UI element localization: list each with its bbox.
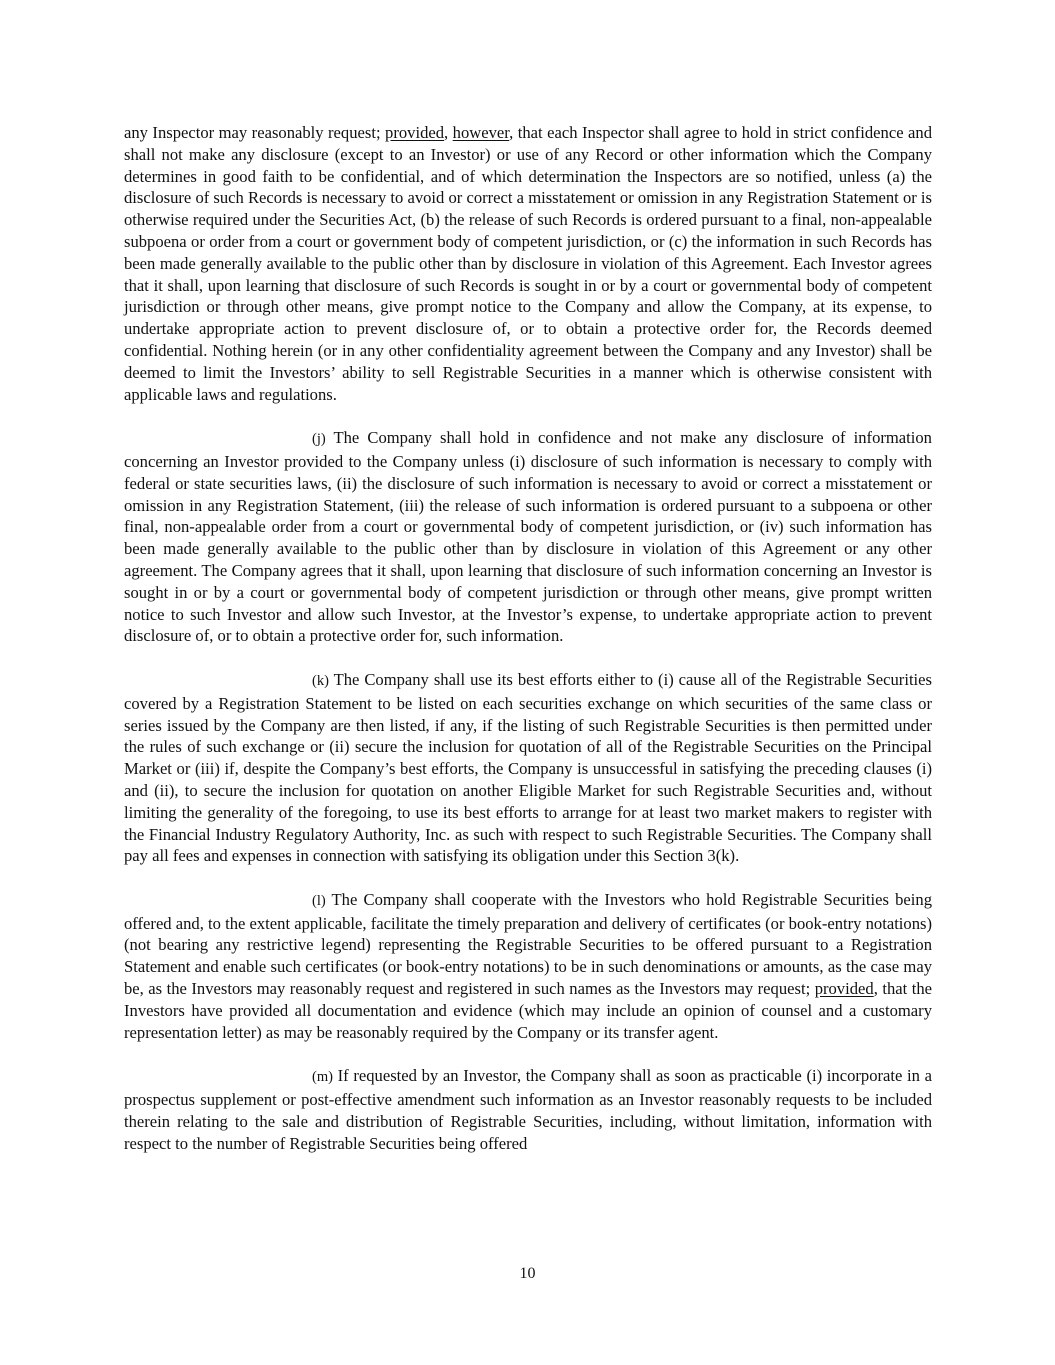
paragraph-text: , that each Inspector shall agree to hold in strict confidence and shall not make any disclosure (except to an Investor) or use of any Record or other information which the Company determines in good faith to be confidential, and of which determination the Inspectors are so notified, unless (a) the disclosure of such Records is necessary to avoid or correct a misstatement or omission in any Registration Statement or is otherwise required under the Securities Act, (b) the release of such Records is ordered pursuant to a final, non-appealable subpoena or order from a court or government body of competent jurisdiction, or (c) the information in such Records has been made generally available to the public other than by disclosure in violation of this Agreement. Each Investor agrees that it shall, upon learning that disclosure of such Records is sought in or by a court or governmental body of competent jurisdiction or through other means, give prompt notice to the Company and allow the Company, at its expense, to undertake appropriate action to prevent disclosure of, or to obtain a protective order for, the Records deemed confidential. Nothing herein (or in any other confidentiality agreement between the Company and any Investor) shall be deemed to limit the Investors’ ability to sell Registrable Securities in a manner which is otherwise consistent with applicable laws and regulations. (124, 123, 933, 404)
paragraph-text: any Inspector may reasonably request; (124, 123, 386, 142)
paragraph-l (124, 889, 932, 1044)
paragraph-text: , that the Investors have provided all documentation and evidence (which may include an opinion of counsel and a customary representation letter) as may be reasonably required by the Company or its transfer agent. (124, 979, 932, 1042)
underlined-term: provided (385, 123, 445, 142)
underlined-term: provided (814, 979, 874, 999)
clause-marker: (k) (312, 672, 329, 689)
paragraph-text: , (444, 123, 453, 142)
paragraph-m (124, 1065, 932, 1154)
paragraph-text: If requested by an Investor, the Company shall as soon as practicable (i) incorporate in a prospectus supplement or post-effective amendment such information as an Investor reasonably requests to be included therein relating to the sale and distribution of Registrable Securities, including, without limitation, information with respect to the number of Registrable Securities being offered (124, 1066, 932, 1153)
clause-marker: (j) (312, 431, 326, 448)
page-number: 10 (519, 1265, 536, 1282)
document-page (124, 122, 932, 1176)
paragraph-continued (124, 122, 932, 405)
clause-marker: (m) (312, 1069, 333, 1086)
paragraph-k (124, 669, 932, 867)
paragraph-text: The Company shall use its best efforts either to (i) cause all of the Registrable Securities covered by a Registration Statement to be listed on each securities exchange on which securities of the same class or series issued by the Company are then listed, if any, if the listing of such Registrable Securities is then permitted under the rules of such exchange or (ii) secure the inclusion for quotation of all of the Registrable Securities on the Principal Market or (iii) if, despite the Company’s best efforts, the Company is unsuccessful in satisfying the preceding clauses (i) and (ii), to secure the inclusion for quotation on another Eligible Market for such Registrable Securities and, without limiting the generality of the foregoing, to use its best efforts to arrange for at least two market makers to register with the Financial Industry Regulatory Authority, Inc. as such with respect to such Registrable Securities. The Company shall pay all fees and expenses in connection with satisfying its obligation under this Section 3(k). (124, 669, 932, 866)
clause-marker: (l) (312, 892, 326, 909)
paragraph-j (124, 427, 932, 647)
underlined-term: however (452, 123, 510, 142)
paragraph-text: The Company shall hold in confidence and not make any disclosure of information concerning an Investor provided to the Company unless (i) disclosure of such information is necessary to comply with federal or state securities laws, (ii) the disclosure of such information is necessary to avoid or correct a misstatement or omission in any Registration Statement, (iii) the release of such information is ordered pursuant to a subpoena or other final, non-appealable order from a court or governmental body of competent jurisdiction, or (iv) such information has been made generally available to the public other than by disclosure in violation of this Agreement or any other agreement. The Company agrees that it shall, upon learning that disclosure of such information concerning an Investor is sought in or by a court or governmental body of competent jurisdiction or through other means, give prompt written notice to such Investor and allow such Investor, at the Investor’s expense, to undertake appropriate action to prevent disclosure of, or to obtain a protective order for, such information. (124, 428, 932, 646)
paragraph-text: The Company shall cooperate with the Investors who hold Registrable Securities being offered and, to the extent applicable, facilitate the timely preparation and delivery of certificates (or book-entry notations) (not bearing any restrictive legend) representing the Registrable Securities to be offered pursuant to a Registration Statement and enable such certificates (or book-entry notations) to be in such denominations or amounts, as the case may be, as the Investors may reasonably request and registered in such names as the Investors may request; (124, 889, 932, 999)
